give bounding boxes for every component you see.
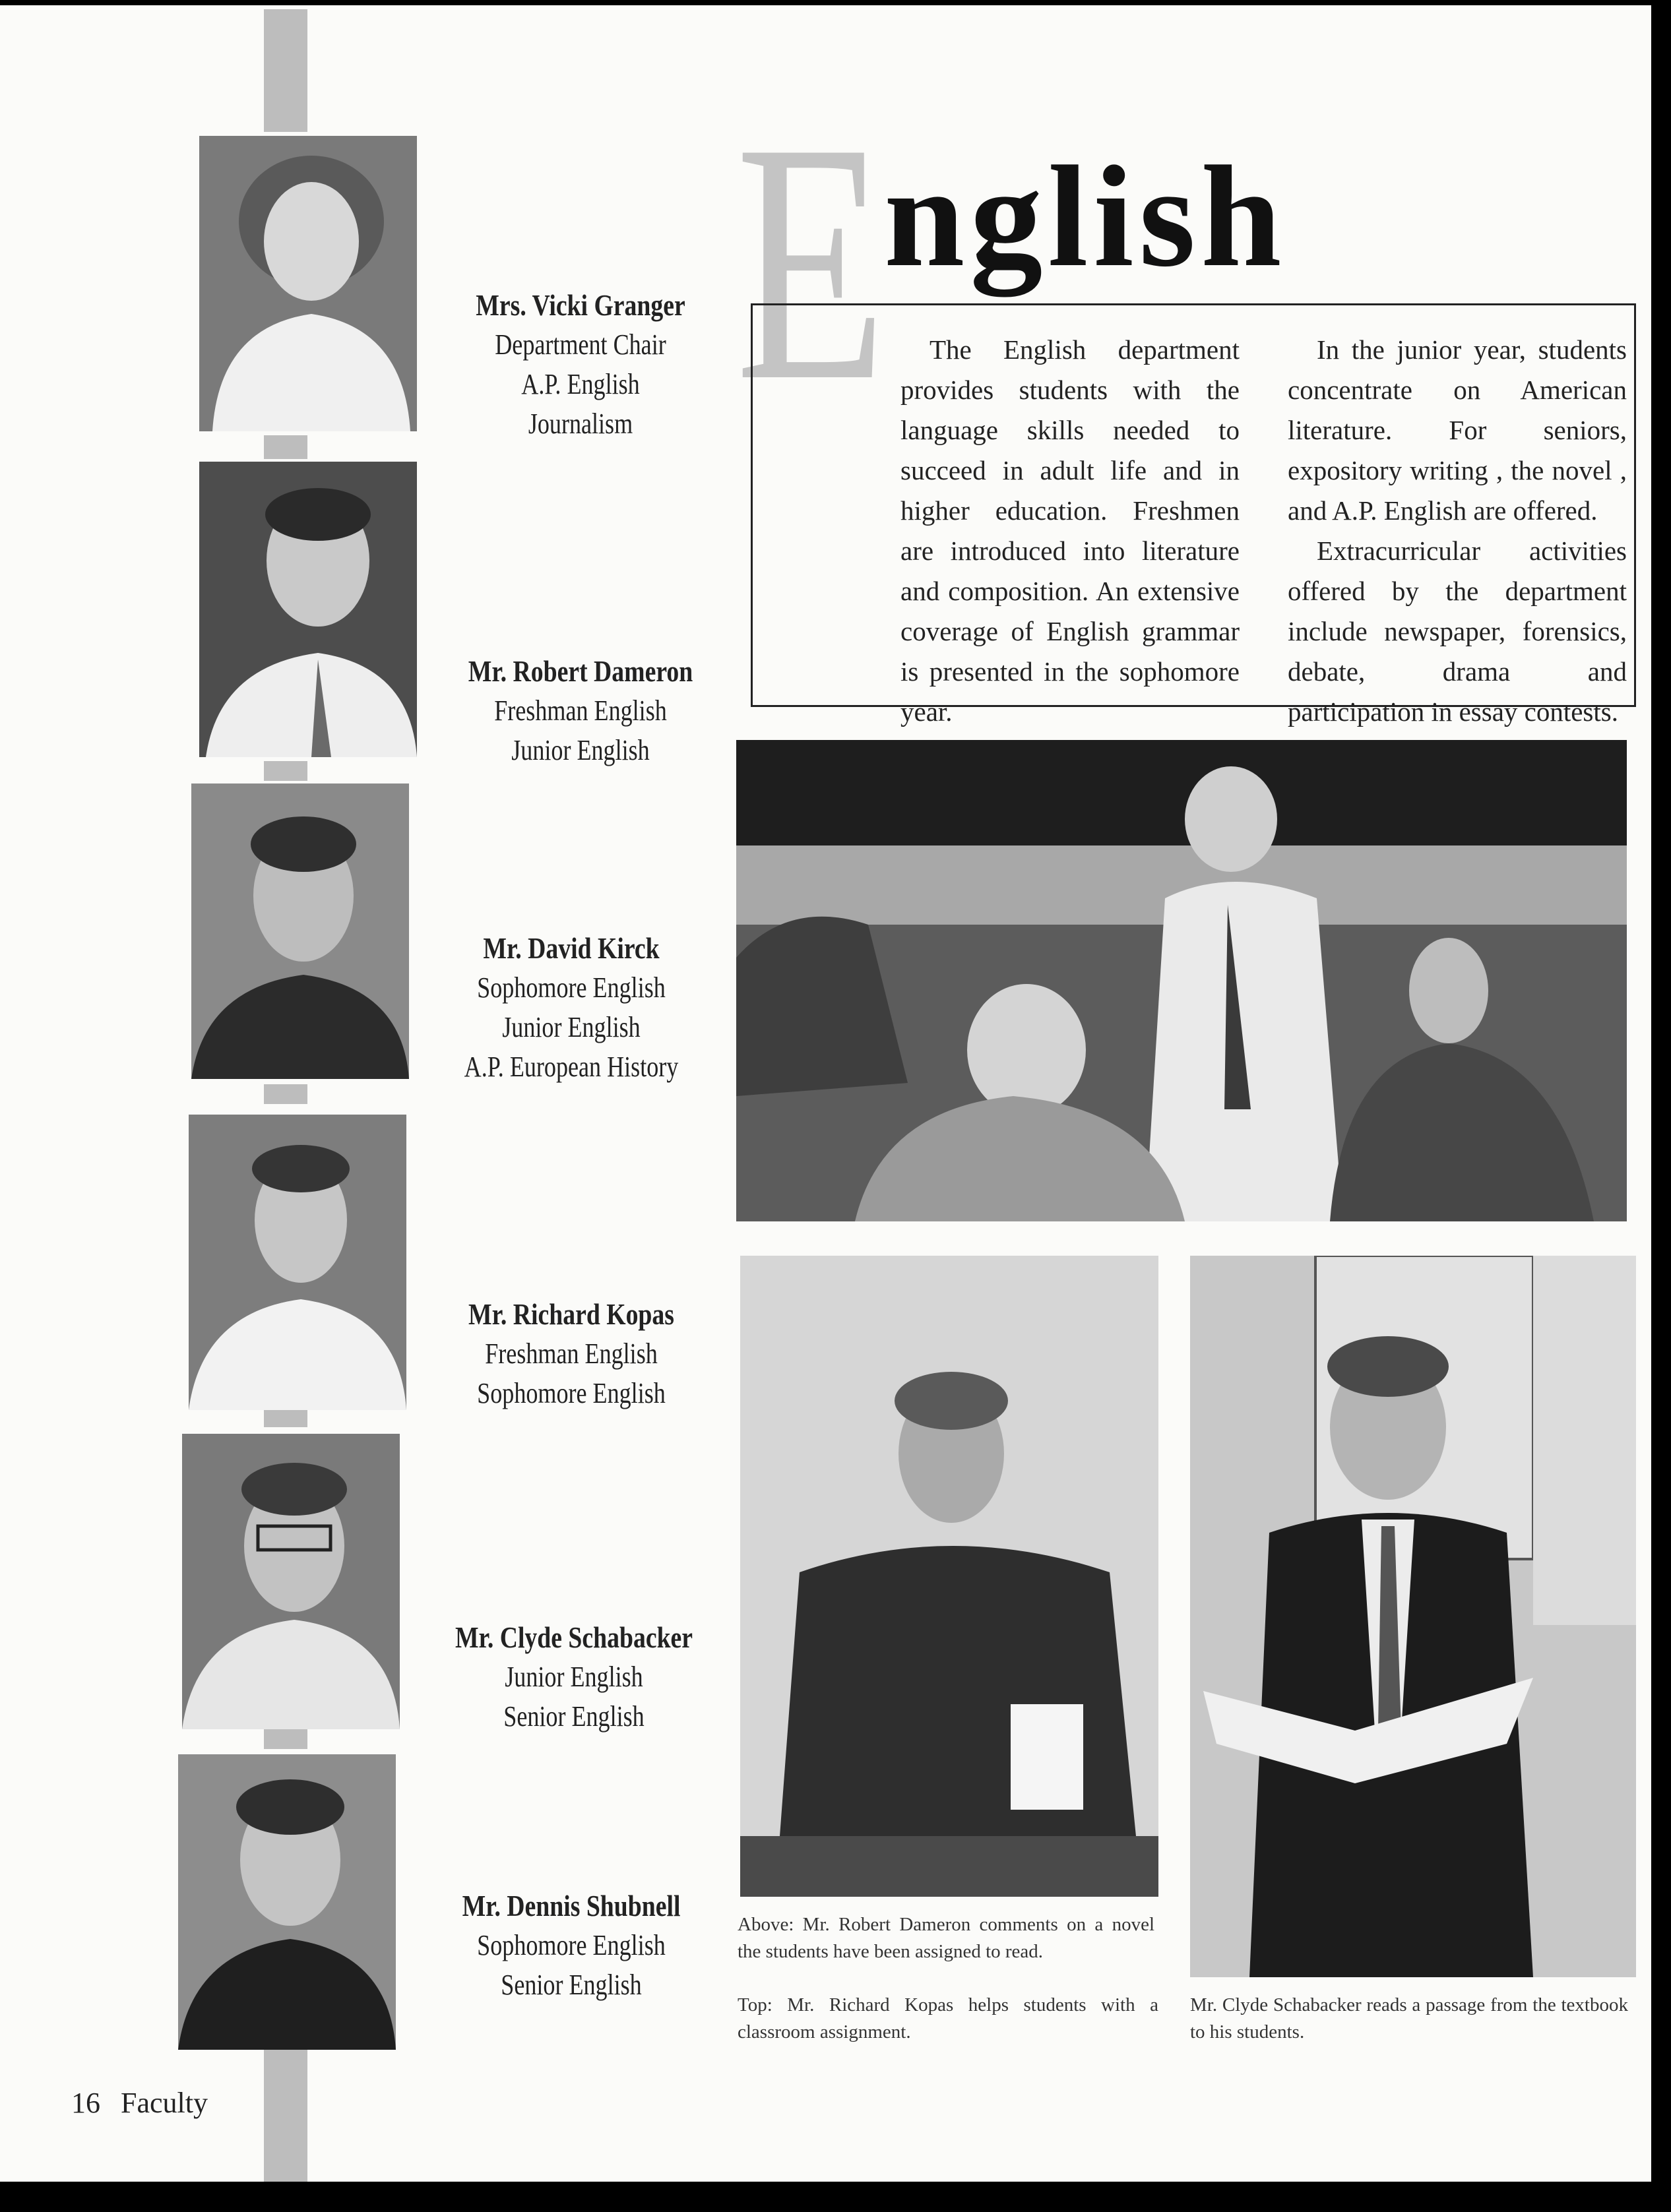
dameron-photo	[740, 1256, 1158, 1897]
faculty-name: Mr. Richard Kopas	[468, 1297, 674, 1331]
faculty-role: Senior English	[501, 1969, 642, 2001]
title-initial: E	[736, 73, 887, 452]
faculty-role: Freshman English	[494, 694, 667, 727]
spine-bar	[264, 1729, 307, 1749]
faculty-role: Department Chair	[495, 328, 666, 361]
faculty-name: Mr. Robert Dameron	[468, 654, 693, 688]
portrait-kirck	[191, 783, 409, 1079]
schabacker-photo	[1190, 1256, 1636, 1977]
faculty-name: Mr. David Kirck	[483, 931, 660, 965]
page-footer	[71, 2086, 208, 2120]
faculty-role: Senior English	[503, 1700, 645, 1733]
spine-bar	[264, 1407, 307, 1427]
faculty-role: Junior English	[505, 1661, 643, 1693]
section-name: Faculty	[121, 2087, 208, 2119]
spine-bar	[264, 2050, 307, 2182]
classroom-photo	[736, 740, 1627, 1221]
faculty-role: A.P. English	[521, 368, 640, 400]
caption-top: Top: Mr. Richard Kopas helps students with a classroom assignment.	[738, 1994, 1158, 2043]
faculty-role: Journalism	[528, 408, 633, 440]
faculty-block-shubnell	[453, 1886, 691, 2005]
caption-above: Above: Mr. Robert Dameron comments on a novel the students have been assigned to read.	[738, 1914, 1154, 1962]
faculty-block-schabacker	[455, 1618, 693, 1736]
yearbook-page	[0, 5, 1651, 2182]
portrait-shubnell	[178, 1754, 396, 2050]
portrait-schabacker	[182, 1434, 400, 1729]
spine-bar	[264, 9, 307, 132]
faculty-name: Mr. Dennis Shubnell	[462, 1889, 681, 1922]
faculty-role: Sophomore English	[477, 1377, 666, 1409]
intro-paragraph: Extracurricular activities offered by the department include newspaper, forensics, debate, drama and participation in essay contests.	[1288, 536, 1627, 727]
portrait-granger	[199, 136, 417, 431]
intro-paragraph: The English department provides students with the language skills needed to succeed in adult life and in higher education. Freshmen are introduced into literature and composition. An extensive coverage of English grammar is presented in the sophomore year.	[900, 334, 1240, 727]
portrait-dameron	[199, 462, 417, 757]
faculty-role: Junior English	[502, 1011, 641, 1043]
portrait-kopas	[189, 1115, 406, 1410]
intro-column-1	[900, 330, 1240, 732]
faculty-block-kirck	[453, 929, 691, 1087]
faculty-role: Junior English	[511, 734, 650, 766]
faculty-name: Mr. Clyde Schabacker	[455, 1620, 693, 1654]
faculty-role: A.P. European History	[464, 1051, 679, 1083]
faculty-block-dameron	[462, 652, 700, 770]
spine-bar	[264, 1084, 307, 1104]
page-title: nglish	[884, 136, 1287, 297]
faculty-role: Sophomore English	[477, 971, 666, 1004]
faculty-role: Sophomore English	[477, 1929, 666, 1961]
faculty-block-granger	[462, 286, 700, 444]
faculty-block-kopas	[453, 1295, 691, 1413]
page-number: 16	[71, 2087, 100, 2119]
spine-bar	[264, 761, 307, 781]
intro-paragraph: In the junior year, students concentrate on American literature. For seniors, expository writing , the novel , and A.P. English are offered.	[1288, 334, 1627, 526]
intro-column-2	[1288, 330, 1627, 732]
faculty-role: Freshman English	[485, 1337, 658, 1370]
faculty-name: Mrs. Vicki Granger	[476, 288, 685, 322]
caption-right: Mr. Clyde Schabacker reads a passage from the textbook to his students.	[1190, 1994, 1628, 2043]
spine-bar	[264, 435, 307, 459]
